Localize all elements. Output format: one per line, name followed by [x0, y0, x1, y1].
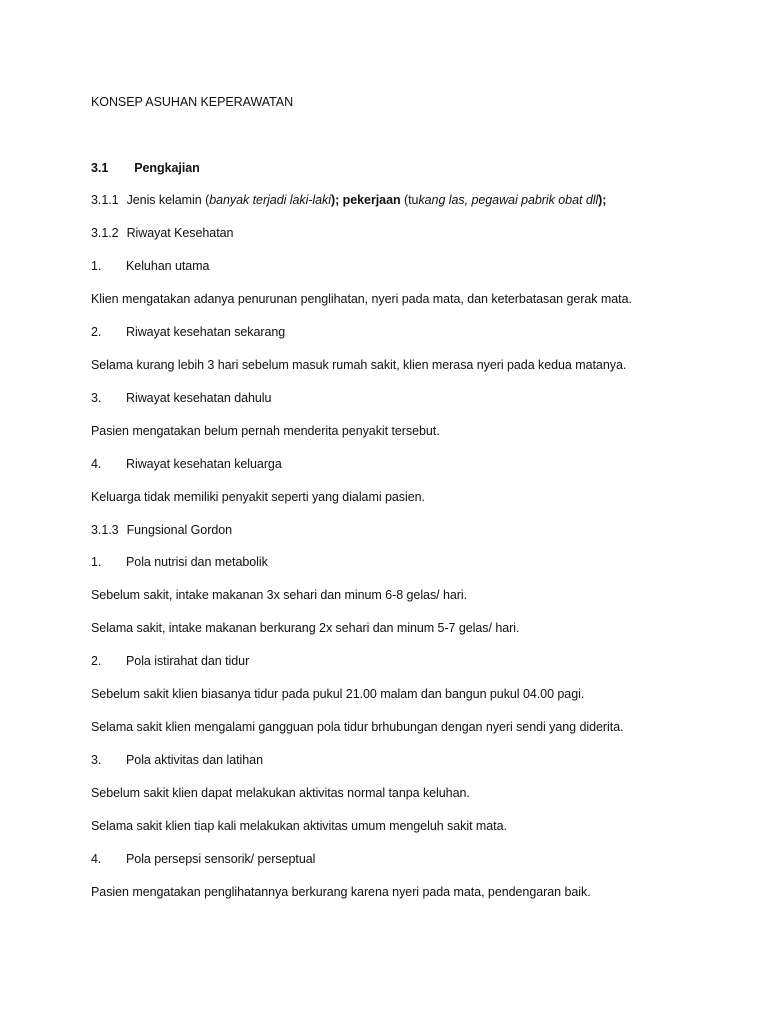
- list-number: 4.: [91, 852, 102, 866]
- list-label: Riwayat kesehatan keluarga: [126, 457, 282, 471]
- list-item-heading: [91, 456, 282, 472]
- list-number: 1.: [91, 555, 102, 569]
- field-value-jenis-kelamin: banyak terjadi laki-laki: [209, 193, 331, 207]
- subsection-label: Riwayat Kesehatan: [126, 226, 234, 240]
- subsection-3-1-2: [91, 225, 233, 241]
- subsection-3-1-3: [91, 522, 232, 538]
- list-item-heading: [91, 653, 249, 669]
- paragraph: Sebelum sakit klien biasanya tidur pada pukul 21.00 malam dan bangun pukul 04.00 pagi.: [91, 687, 585, 701]
- paragraph: Sebelum sakit klien dapat melakukan aktivitas normal tanpa keluhan.: [91, 786, 470, 800]
- list-label: Keluhan utama: [126, 259, 210, 273]
- list-number: 1.: [91, 259, 102, 273]
- list-number: 3.: [91, 391, 102, 405]
- subsection-3-1-1: [91, 192, 606, 208]
- list-item-heading: [91, 324, 285, 340]
- section-heading: [91, 160, 200, 176]
- paragraph: Klien mengatakan adanya penurunan penglihatan, nyeri pada mata, dan keterbatasan gerak mata.: [91, 292, 632, 306]
- paren-open: (tu: [404, 193, 419, 207]
- paren-close: );: [598, 193, 607, 207]
- paragraph: Keluarga tidak memiliki penyakit seperti yang dialami pasien.: [91, 490, 425, 504]
- paragraph: Selama sakit klien tiap kali melakukan aktivitas umum mengeluh sakit mata.: [91, 819, 507, 833]
- subsection-number: 3.1.3: [91, 523, 119, 537]
- paren-open: (: [205, 193, 210, 207]
- list-item-heading: [91, 851, 315, 867]
- list-label: Pola aktivitas dan latihan: [126, 753, 263, 767]
- paragraph: Sebelum sakit, intake makanan 3x sehari dan minum 6-8 gelas/ hari.: [91, 588, 468, 602]
- subsection-number: 3.1.1: [91, 193, 119, 207]
- list-label: Riwayat kesehatan dahulu: [126, 391, 272, 405]
- list-item-heading: [91, 258, 209, 274]
- document-title: KONSEP ASUHAN KEPERAWATAN: [91, 95, 294, 109]
- subsection-label: Fungsional Gordon: [126, 523, 233, 537]
- paragraph: Selama sakit, intake makanan berkurang 2x sehari dan minum 5-7 gelas/ hari.: [91, 621, 520, 635]
- field-label-pekerjaan: pekerjaan: [342, 193, 401, 207]
- section-number: 3.1: [91, 161, 109, 175]
- list-label: Pola istirahat dan tidur: [126, 654, 250, 668]
- list-item-heading: [91, 554, 268, 570]
- list-label: Riwayat kesehatan sekarang: [126, 325, 286, 339]
- list-item-heading: [91, 752, 263, 768]
- list-number: 4.: [91, 457, 102, 471]
- list-label: Pola nutrisi dan metabolik: [126, 555, 268, 569]
- subsection-number: 3.1.2: [91, 226, 119, 240]
- list-number: 3.: [91, 753, 102, 767]
- field-value-pekerjaan: kang las, pegawai pabrik obat dll: [418, 193, 599, 207]
- list-number: 2.: [91, 654, 102, 668]
- section-label: Pengkajian: [134, 161, 200, 175]
- paragraph: Pasien mengatakan penglihatannya berkurang karena nyeri pada mata, pendengaran baik.: [91, 885, 591, 899]
- paren-close: );: [330, 193, 340, 207]
- list-label: Pola persepsi sensorik/ perseptual: [126, 852, 316, 866]
- paragraph: Selama kurang lebih 3 hari sebelum masuk rumah sakit, klien merasa nyeri pada kedua matanya.: [91, 358, 627, 372]
- paragraph: Pasien mengatakan belum pernah menderita penyakit tersebut.: [91, 424, 440, 438]
- list-item-heading: [91, 390, 271, 406]
- paragraph: Selama sakit klien mengalami gangguan pola tidur brhubungan dengan nyeri sendi yang diderita.: [91, 720, 624, 734]
- field-label-jenis-kelamin: Jenis kelamin: [126, 193, 202, 207]
- list-number: 2.: [91, 325, 102, 339]
